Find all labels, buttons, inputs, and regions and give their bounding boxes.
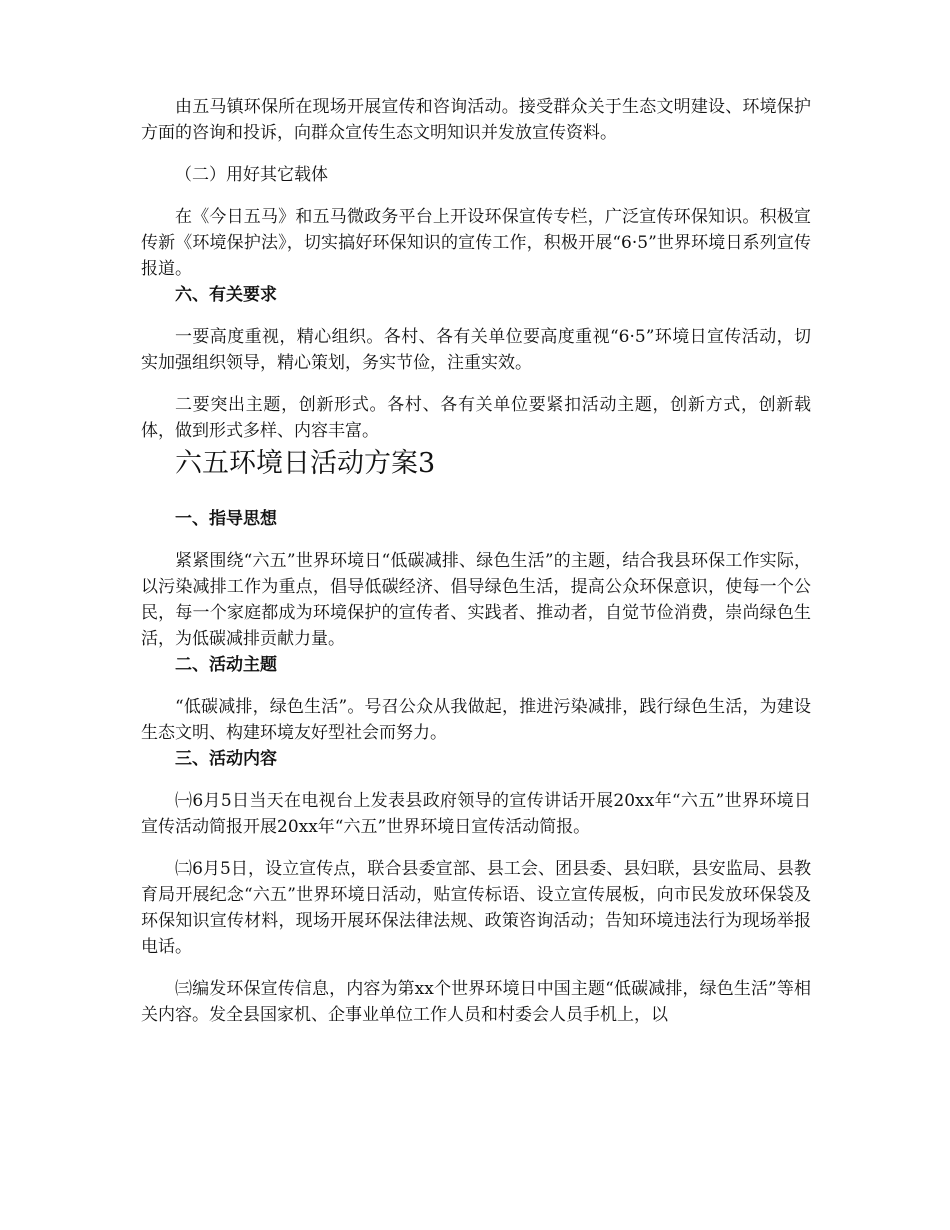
paragraph-content-2: ㈡6月5日，设立宣传点，联合县委宣部、县工会、团县委、县妇联，县安监局、县教育局开展纪念“六五”世界环境日活动，贴宣传标语、设立宣传展板，向市民发放环保袋及环保知识宣传材料，现场开展环保法律法规、政策咨询活动；告知环境违法行为现场举报电话。 xyxy=(141,859,811,957)
paragraph-guiding-thought: 紧紧围绕“六五”世界环境日“低碳减排、绿色生活”的主题，结合我县环保工作实际，以污染减排工作为重点，倡导低碳经济、倡导绿色生活，提高公众环保意识，使每一个公民，每一个家庭都成为环境保护的宣传者、实践者、推动者，自觉节俭消费，崇尚绿色生活，为低碳减排贡献力量。 xyxy=(141,551,811,649)
paragraph-requirement-1: 一要高度重视，精心组织。各村、各有关单位要高度重视“6·5”环境日宣传活动，切实加强组织领导，精心策划，务实节俭，注重实效。 xyxy=(141,327,811,373)
heading-guiding-thought: 一、指导思想 xyxy=(175,509,277,529)
heading-content: 三、活动内容 xyxy=(175,749,277,769)
heading-theme: 二、活动主题 xyxy=(175,655,277,675)
paragraph-content-3: ㈢编发环保宣传信息，内容为第xx个世界环境日中国主题“低碳减排，绿色生活”等相关内容。发全县国家机、企事业单位工作人员和村委会人员手机上，以 xyxy=(141,979,811,1025)
subheading-other-carriers: （二）用好其它载体 xyxy=(175,165,328,185)
document-page xyxy=(141,94,811,1028)
plan-title: 六五环境日活动方案3 xyxy=(175,448,436,479)
paragraph-media: 在《今日五马》和五马微政务平台上开设环保宣传专栏，广泛宣传环保知识。积极宣传新《环境保护法》，切实搞好环保知识的宣传工作，积极开展“6·5”世界环境日系列宣传报道。 xyxy=(141,207,811,279)
paragraph-theme: “低碳减排，绿色生活”。号召公众从我做起，推进污染减排，践行绿色生活，为建设生态文明、构建环境友好型社会而努力。 xyxy=(141,697,811,743)
heading-requirements: 六、有关要求 xyxy=(175,285,277,305)
paragraph-wuma-consult: 由五马镇环保所在现场开展宣传和咨询活动。接受群众关于生态文明建设、环境保护方面的咨询和投诉，向群众宣传生态文明知识并发放宣传资料。 xyxy=(141,97,811,143)
paragraph-content-1: ㈠6月5日当天在电视台上发表县政府领导的宣传讲话开展20xx年“六五”世界环境日宣传活动简报开展20xx年“六五”世界环境日宣传活动简报。 xyxy=(141,791,811,837)
paragraph-requirement-2: 二要突出主题，创新形式。各村、各有关单位要紧扣活动主题，创新方式，创新载体，做到形式多样、内容丰富。 xyxy=(141,395,811,441)
